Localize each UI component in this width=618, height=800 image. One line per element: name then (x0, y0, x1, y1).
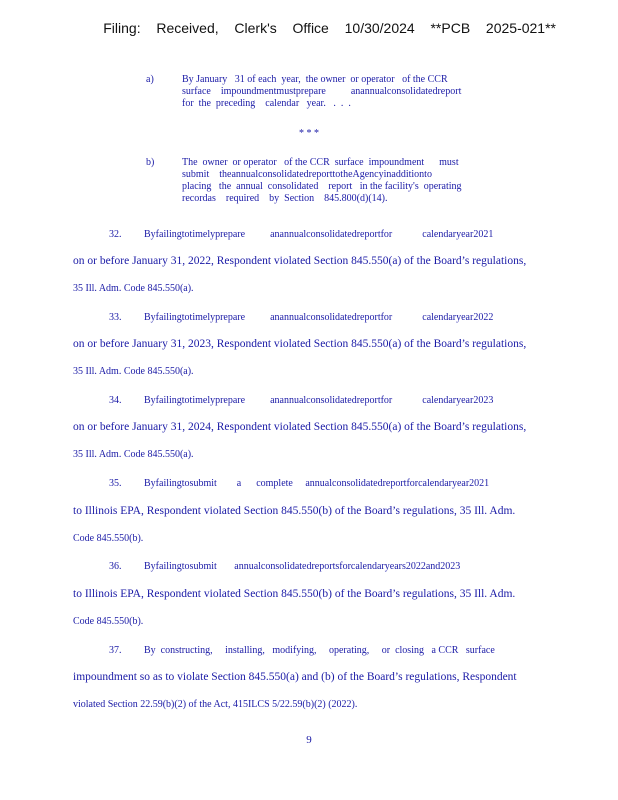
subsection-b-line: The owner or operator of the CCR surface impoundment must (182, 157, 459, 168)
subsection-b-label: b) (146, 157, 155, 168)
subsection-a-line: By January 31 of each year, the owner or operator of the CCR (182, 74, 448, 85)
paragraph-citation: 35 Ill. Adm. Code 845.550(a). (73, 449, 194, 460)
paragraph-lead: Byfailingtotimelyprepare anannualconsolidatedreportfor calendaryear2023 (144, 395, 494, 406)
paragraph-number: 35. (109, 478, 122, 489)
paragraph-number: 32. (109, 229, 122, 240)
paragraph-citation: 35 Ill. Adm. Code 845.550(a). (73, 283, 194, 294)
filing-header: Filing: Received, Clerk's Office 10/30/2024 **PCB 2025-021** (103, 20, 556, 36)
paragraph-line: to Illinois EPA, Respondent violated Section 845.550(b) of the Board’s regulations, 35 Ill. Adm. (73, 505, 516, 517)
subsection-b-line: recordas required by Section 845.800(d)(14). (182, 193, 388, 204)
paragraph-line: to Illinois EPA, Respondent violated Section 845.550(b) of the Board’s regulations, 35 Ill. Adm. (73, 588, 516, 600)
paragraph-lead: Byfailingtotimelyprepare anannualconsolidatedreportfor calendaryear2022 (144, 312, 494, 323)
page-number: 9 (306, 734, 312, 746)
subsection-a-label: a) (146, 74, 154, 85)
paragraph-citation: violated Section 22.59(b)(2) of the Act, 415ILCS 5/22.59(b)(2) (2022). (73, 699, 358, 710)
paragraph-citation: 35 Ill. Adm. Code 845.550(a). (73, 366, 194, 377)
paragraph-number: 37. (109, 645, 122, 656)
paragraph-number: 33. (109, 312, 122, 323)
paragraph-citation: Code 845.550(b). (73, 533, 144, 544)
subsection-b-line: placing the annual consolidated report in the facility's operating (182, 181, 462, 192)
paragraph-lead: Byfailingtotimelyprepare anannualconsolidatedreportfor calendaryear2021 (144, 229, 494, 240)
paragraph-line: impoundment so as to violate Section 845.550(a) and (b) of the Board’s regulations, Respondent (73, 671, 517, 683)
subsection-a-line: surface impoundmentmustprepare anannualconsolidatedreport (182, 86, 462, 97)
paragraph-line: on or before January 31, 2023, Respondent violated Section 845.550(a) of the Board’s regulations, (73, 338, 527, 350)
paragraph-lead: Byfailingtosubmit a complete annualconsolidatedreportforcalendaryear2021 (144, 478, 490, 489)
paragraph-lead: By constructing, installing, modifying, operating, or closing a CCR surface (144, 645, 495, 656)
paragraph-number: 34. (109, 395, 122, 406)
paragraph-number: 36. (109, 561, 122, 572)
paragraph-line: on or before January 31, 2022, Respondent violated Section 845.550(a) of the Board’s regulations, (73, 255, 527, 267)
subsection-b-line: submit theannualconsolidatedreporttotheAgencyinadditionto (182, 169, 432, 180)
subsection-a-line: for the preceding calendar year. . . . (182, 98, 351, 109)
ellipsis-stars: * * * (299, 128, 319, 139)
paragraph-line: on or before January 31, 2024, Respondent violated Section 845.550(a) of the Board’s regulations, (73, 421, 527, 433)
paragraph-citation: Code 845.550(b). (73, 616, 144, 627)
paragraph-lead: Byfailingtosubmit annualconsolidatedreportsforcalendaryears2022and2023 (144, 561, 461, 572)
